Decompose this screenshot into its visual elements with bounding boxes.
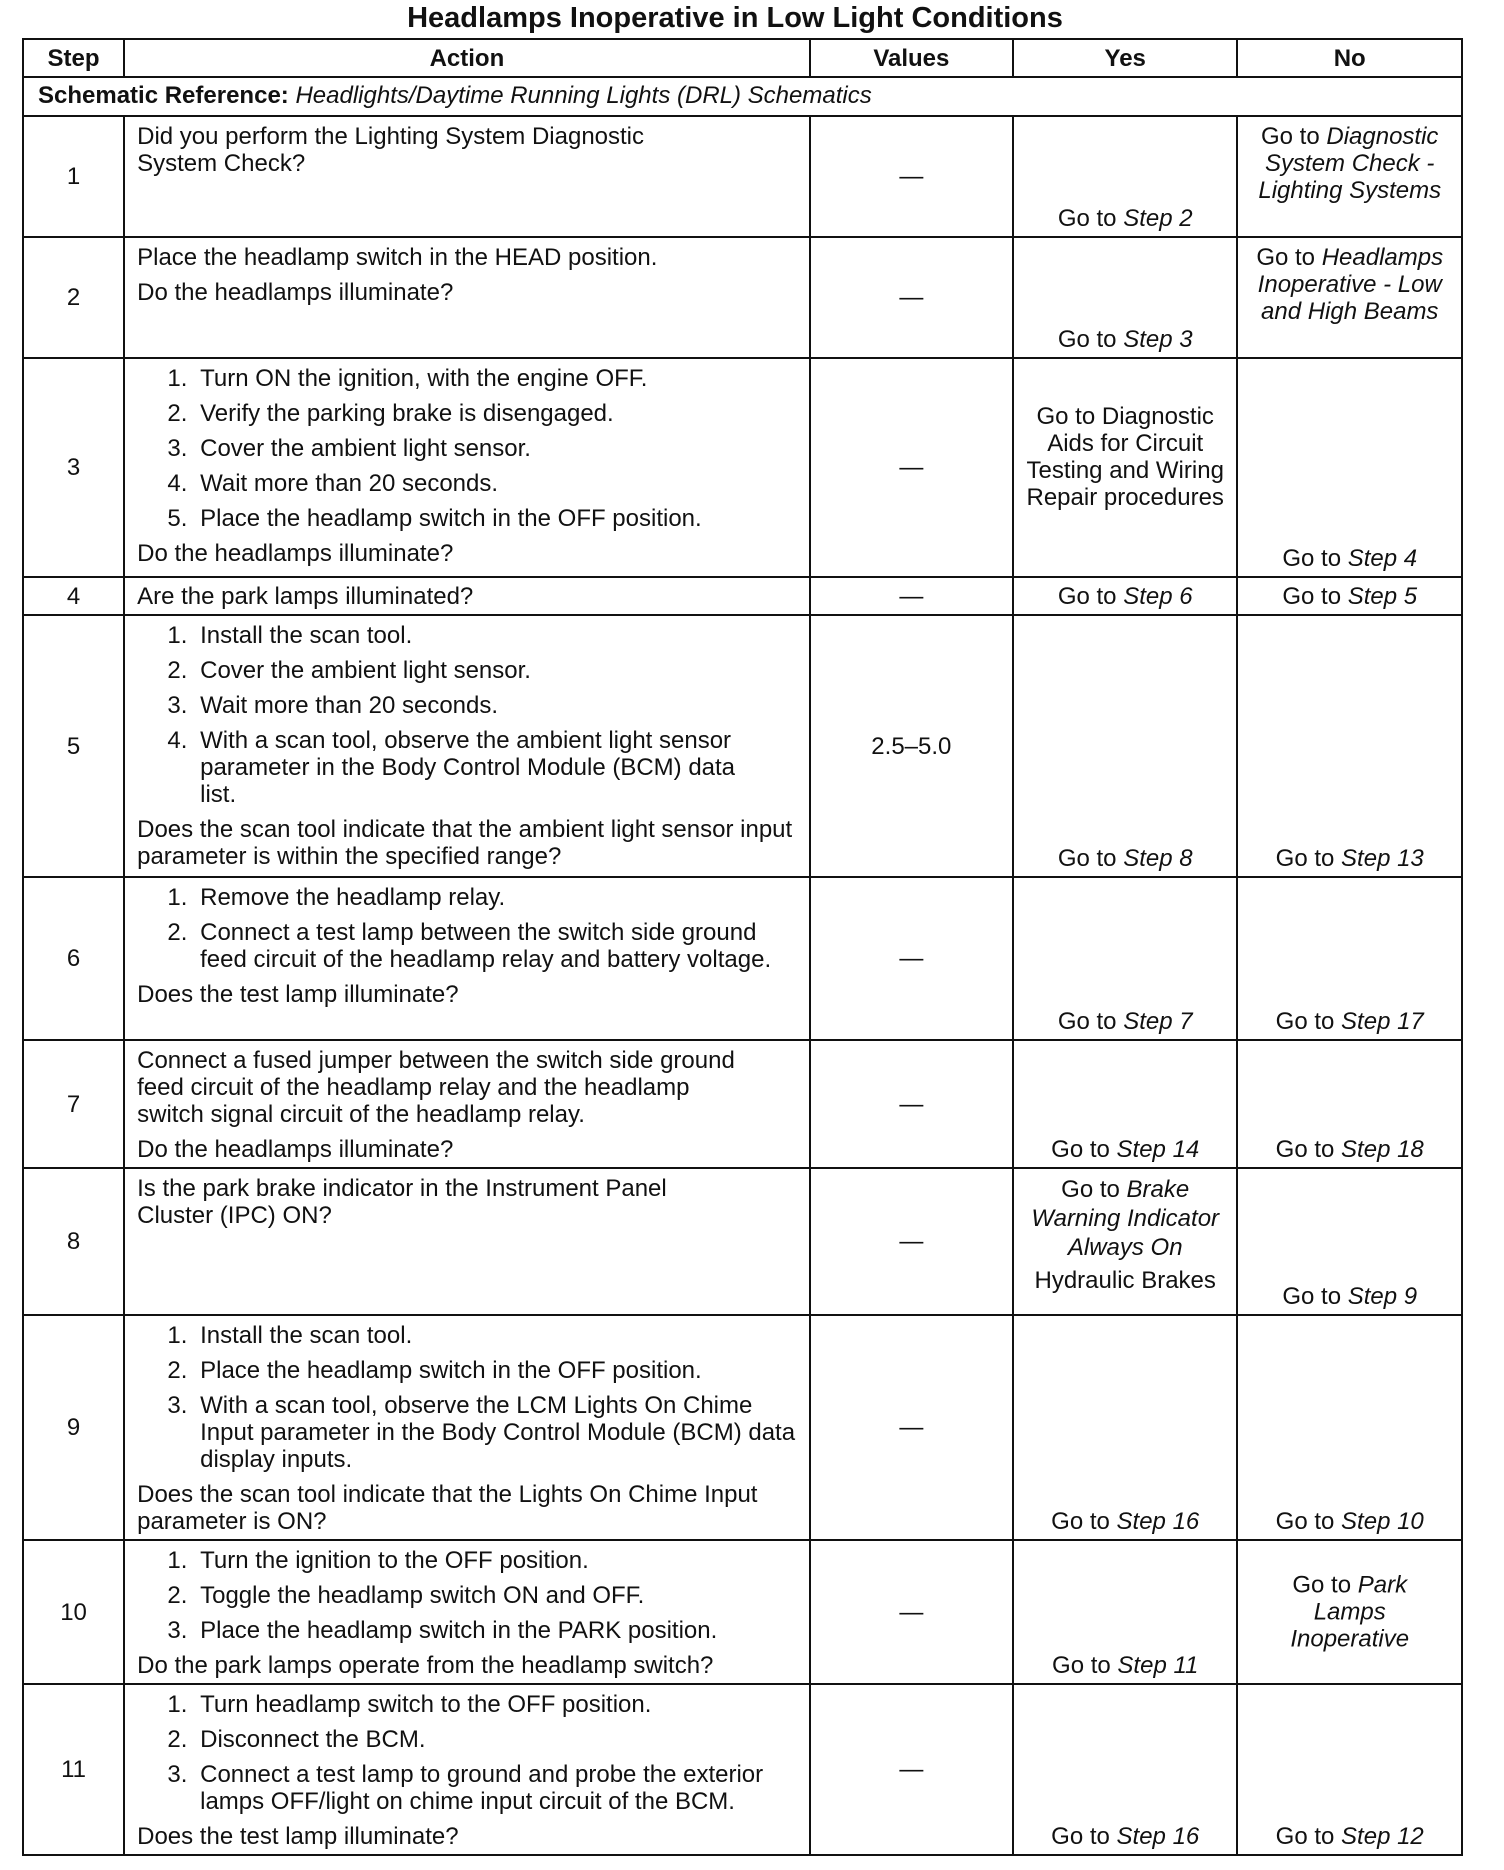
- yes-cell: [1013, 877, 1237, 1040]
- value-cell: —: [810, 358, 1013, 577]
- step-number: 2: [23, 237, 124, 358]
- value-cell: 2.5–5.0: [810, 615, 1013, 877]
- action-list: [137, 1691, 799, 1815]
- no-link[interactable]: Go to Step 18: [1275, 1136, 1424, 1163]
- action-text: Are the park lamps illuminated?: [137, 582, 474, 610]
- action-cell: [124, 116, 810, 237]
- action-list: [137, 884, 799, 973]
- no-cell: [1237, 1684, 1462, 1855]
- action-question: Does the test lamp illuminate?: [137, 981, 459, 1008]
- yes-cell: [1013, 1040, 1237, 1168]
- list-item: 2. Cover the ambient light sensor.: [194, 657, 799, 684]
- step-number: 3: [23, 358, 124, 577]
- list-item: 2. Verify the parking brake is disengaged.: [194, 400, 799, 427]
- table-row: [23, 358, 1462, 577]
- step-number: 1: [23, 116, 124, 237]
- value-cell: —: [810, 237, 1013, 358]
- action-list: [137, 1322, 799, 1473]
- list-item: 3. Cover the ambient light sensor.: [194, 435, 799, 462]
- action-cell: [124, 237, 810, 358]
- yes-link[interactable]: Go to Step 16: [1051, 1508, 1200, 1535]
- yes-cell: [1013, 1168, 1237, 1315]
- step-number: 5: [23, 615, 124, 877]
- table-row: [23, 1040, 1462, 1168]
- action-cell: [124, 615, 810, 877]
- list-item: 1. Turn the ignition to the OFF position.: [194, 1547, 799, 1574]
- list-item: 1. Remove the headlamp relay.: [194, 884, 799, 911]
- value-cell: —: [810, 116, 1013, 237]
- value-cell: —: [810, 877, 1013, 1040]
- list-item: 5. Place the headlamp switch in the OFF position.: [194, 505, 799, 532]
- no-cell: [1237, 1315, 1462, 1540]
- action-cell: [124, 877, 810, 1040]
- value-cell: —: [810, 1315, 1013, 1540]
- action-text: Did you perform the Lighting System Diagnostic System Check?: [137, 123, 645, 177]
- yes-cell: [1013, 358, 1237, 577]
- table-header-row: [23, 39, 1462, 77]
- schematic-reference-link[interactable]: Headlights/Daytime Running Lights (DRL) Schematics: [295, 82, 872, 109]
- schematic-reference-row: [23, 77, 1462, 116]
- no-link[interactable]: Go to Step 4: [1282, 545, 1418, 572]
- value-cell: —: [810, 577, 1013, 615]
- step-number: 11: [23, 1684, 124, 1855]
- table-row: [23, 577, 1462, 615]
- yes-link[interactable]: Go to Step 14: [1051, 1136, 1200, 1163]
- yes-link[interactable]: Go to Step 3: [1057, 326, 1193, 353]
- table-row: [23, 615, 1462, 877]
- yes-link[interactable]: Go to Brake Warning Indicator Always On Hydraulic Brakes: [1014, 1169, 1236, 1295]
- step-number: 6: [23, 877, 124, 1040]
- no-link[interactable]: Go to Step 9: [1282, 1283, 1418, 1310]
- no-link[interactable]: Go to Step 12: [1275, 1823, 1424, 1850]
- list-item: 1. Turn ON the ignition, with the engine OFF.: [194, 365, 799, 392]
- no-cell: [1237, 116, 1462, 237]
- no-link[interactable]: Go to Park Lamps Inoperative: [1290, 1571, 1410, 1653]
- list-item: 3. Place the headlamp switch in the PARK position.: [194, 1617, 799, 1644]
- no-link[interactable]: Go to Step 10: [1275, 1508, 1424, 1535]
- list-item: 2. Place the headlamp switch in the OFF position.: [194, 1357, 799, 1384]
- list-item: 2. Disconnect the BCM.: [194, 1726, 799, 1753]
- no-link[interactable]: Go to Headlamps Inoperative - Low and High Beams: [1256, 244, 1444, 325]
- no-cell: [1237, 1540, 1462, 1684]
- yes-link[interactable]: Go to Step 2: [1057, 205, 1193, 232]
- no-link[interactable]: Go to Step 17: [1275, 1008, 1424, 1035]
- yes-link[interactable]: Go to Step 11: [1052, 1652, 1199, 1679]
- table-row: [23, 1168, 1462, 1315]
- col-header-yes: Yes: [1013, 39, 1237, 77]
- col-header-no: No: [1237, 39, 1462, 77]
- list-item: 1. Install the scan tool.: [194, 1322, 799, 1349]
- table-row: [23, 237, 1462, 358]
- yes-cell: [1013, 237, 1237, 358]
- action-question: Do the headlamps illuminate?: [137, 279, 454, 306]
- action-question: Do the park lamps operate from the headlamp switch?: [137, 1652, 714, 1679]
- col-header-action: Action: [124, 39, 810, 77]
- no-cell: [1237, 1168, 1462, 1315]
- action-question: Do the headlamps illuminate?: [137, 1136, 454, 1163]
- action-list: [137, 622, 799, 808]
- value-cell: —: [810, 1540, 1013, 1684]
- value-cell: —: [810, 1684, 1013, 1855]
- action-text: Connect a fused jumper between the switch side ground feed circuit of the headlamp relay and the headlamp switch signal circuit of the headlamp relay.: [137, 1047, 735, 1128]
- table-row: [23, 1315, 1462, 1540]
- yes-link[interactable]: Go to Step 7: [1057, 1008, 1193, 1035]
- list-item: 3. Connect a test lamp to ground and probe the exterior lamps OFF/light on chime input circuit of the BCM.: [194, 1761, 799, 1815]
- no-cell: [1237, 237, 1462, 358]
- yes-cell: [1013, 1684, 1237, 1855]
- no-cell: [1237, 615, 1462, 877]
- value-cell: —: [810, 1040, 1013, 1168]
- no-cell: [1237, 577, 1462, 615]
- step-number: 4: [23, 577, 124, 615]
- action-question: Does the test lamp illuminate?: [137, 1823, 459, 1850]
- action-cell: [124, 358, 810, 577]
- list-item: 1. Turn headlamp switch to the OFF position.: [194, 1691, 799, 1718]
- no-cell: [1237, 358, 1462, 577]
- action-cell: [124, 1315, 810, 1540]
- table-row: [23, 1684, 1462, 1855]
- list-item: 3. With a scan tool, observe the LCM Lights On Chime Input parameter in the Body Control Module (BCM) data display inputs.: [194, 1392, 799, 1473]
- schematic-reference: [23, 77, 1462, 116]
- yes-link[interactable]: Go to Step 16: [1051, 1823, 1200, 1850]
- col-header-step: Step: [23, 39, 124, 77]
- action-list: [137, 1547, 799, 1644]
- list-item: 4. With a scan tool, observe the ambient light sensor parameter in the Body Control Module (BCM) data list.: [194, 727, 799, 808]
- yes-link[interactable]: Go to Step 6: [1057, 582, 1193, 610]
- action-question: Does the scan tool indicate that the ambient light sensor input parameter is within the specified range?: [137, 816, 793, 870]
- table-row: [23, 877, 1462, 1040]
- yes-link[interactable]: Go to Step 8: [1057, 845, 1193, 872]
- no-link[interactable]: Go to Diagnostic System Check - Lighting Systems: [1258, 123, 1442, 204]
- list-item: 2. Toggle the headlamp switch ON and OFF.: [194, 1582, 799, 1609]
- action-cell: [124, 1684, 810, 1855]
- list-item: 4. Wait more than 20 seconds.: [194, 470, 799, 497]
- list-item: 2. Connect a test lamp between the switch side ground feed circuit of the headlamp relay and battery voltage.: [194, 919, 799, 973]
- step-number: 8: [23, 1168, 124, 1315]
- action-text: Place the headlamp switch in the HEAD position.: [137, 244, 658, 271]
- yes-cell: [1013, 1315, 1237, 1540]
- action-list: [137, 365, 799, 532]
- yes-link[interactable]: Go to Diagnostic Aids for Circuit Testing and Wiring Repair procedures: [1026, 403, 1224, 511]
- step-number: 10: [23, 1540, 124, 1684]
- table-row: [23, 116, 1462, 237]
- no-cell: [1237, 877, 1462, 1040]
- col-header-values: Values: [810, 39, 1013, 77]
- yes-extra: Hydraulic Brakes: [1034, 1267, 1216, 1294]
- action-text: Is the park brake indicator in the Instrument Panel Cluster (IPC) ON?: [137, 1175, 667, 1229]
- page-title: Headlamps Inoperative in Low Light Conditions: [407, 2, 1063, 34]
- list-item: 1. Install the scan tool.: [194, 622, 799, 649]
- yes-cell: [1013, 577, 1237, 615]
- yes-cell: [1013, 116, 1237, 237]
- value-cell: —: [810, 1168, 1013, 1315]
- action-question: Does the scan tool indicate that the Lights On Chime Input parameter is ON?: [137, 1481, 758, 1535]
- diagnostic-table: [22, 38, 1463, 1856]
- no-link[interactable]: Go to Step 5: [1282, 582, 1418, 610]
- yes-cell: [1013, 1540, 1237, 1684]
- action-question: Do the headlamps illuminate?: [137, 540, 454, 567]
- list-item: 3. Wait more than 20 seconds.: [194, 692, 799, 719]
- no-cell: [1237, 1040, 1462, 1168]
- step-number: 7: [23, 1040, 124, 1168]
- table-row: [23, 1540, 1462, 1684]
- action-cell: [124, 1040, 810, 1168]
- step-number: 9: [23, 1315, 124, 1540]
- no-link[interactable]: Go to Step 13: [1275, 845, 1424, 872]
- schematic-reference-label: Schematic Reference:: [38, 82, 289, 109]
- action-cell: [124, 1540, 810, 1684]
- yes-cell: [1013, 615, 1237, 877]
- action-cell: [124, 1168, 810, 1315]
- action-cell: [124, 577, 810, 615]
